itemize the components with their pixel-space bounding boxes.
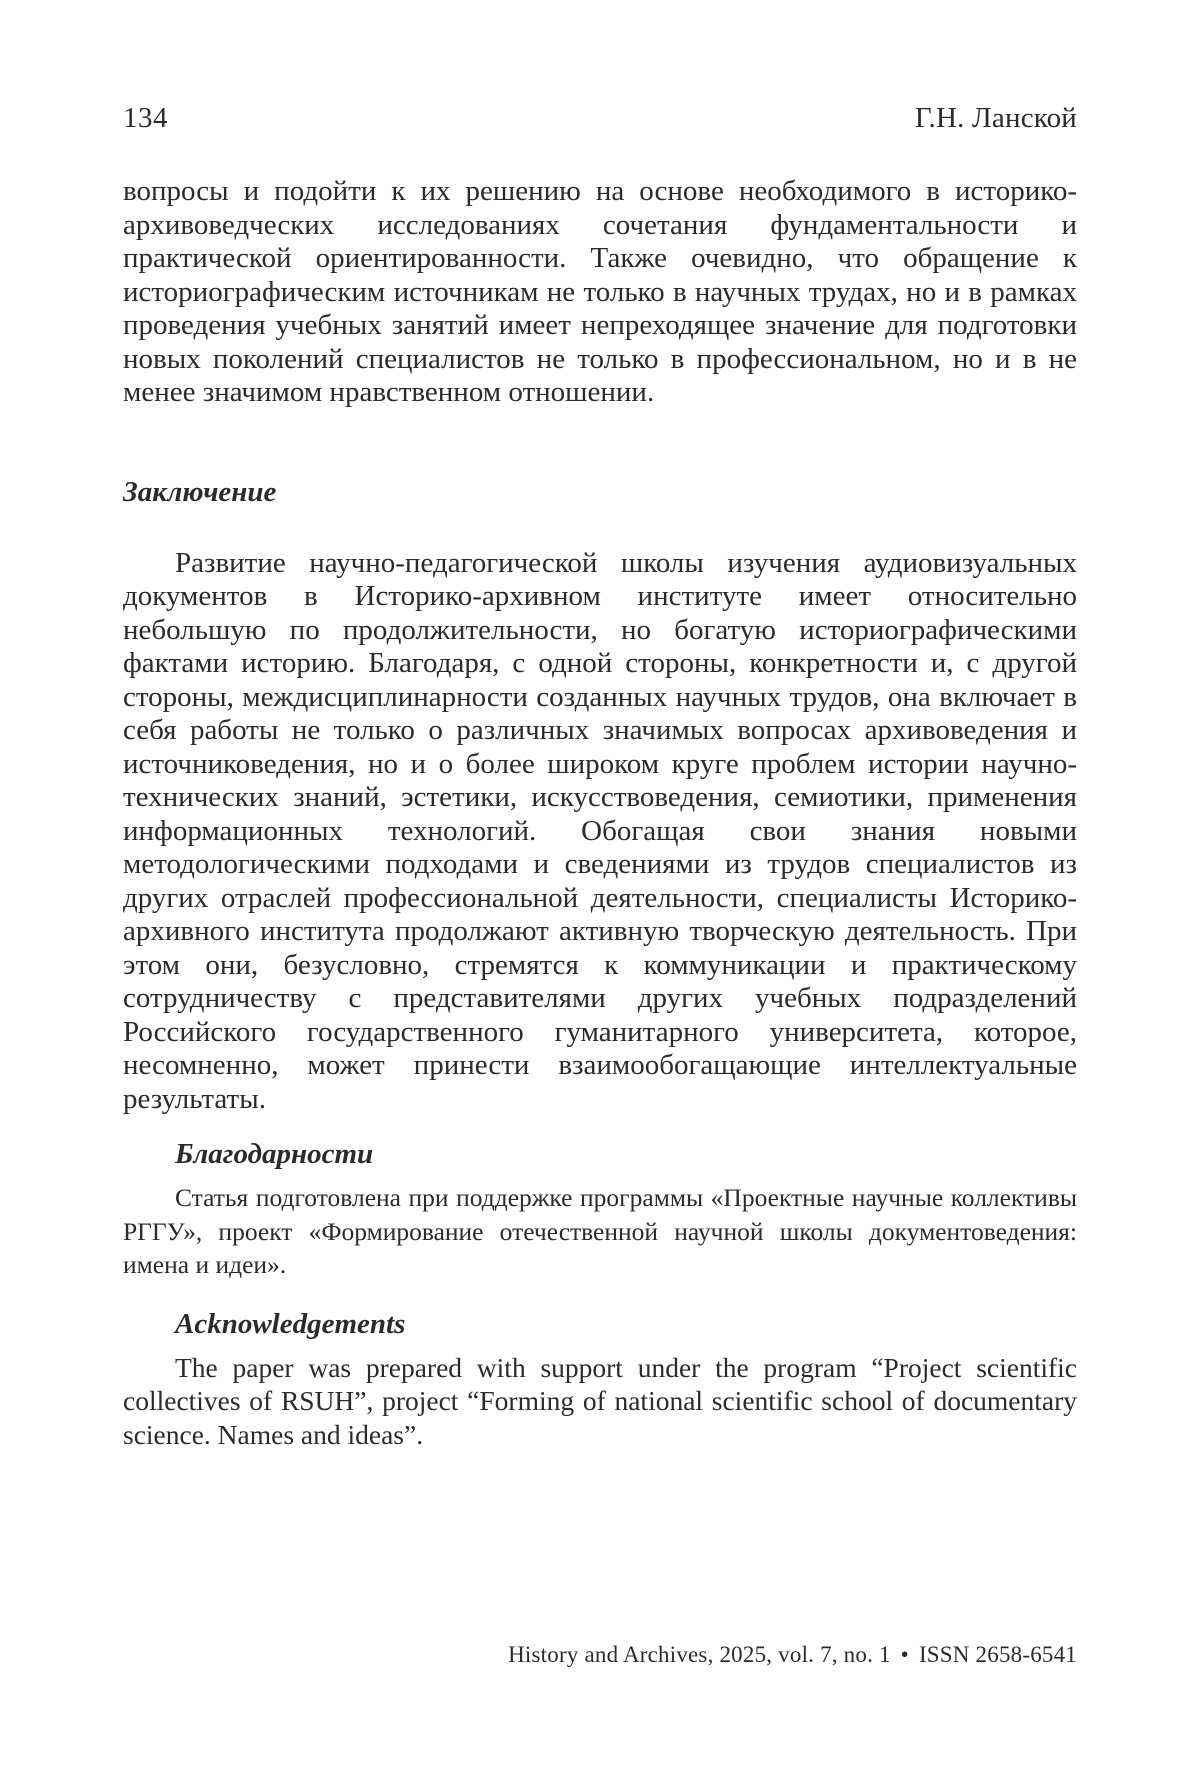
page-number: 134 — [123, 102, 168, 135]
footer-separator: • — [901, 1642, 909, 1667]
running-header — [123, 102, 1077, 142]
acknowledgements-en-heading: Acknowledgements — [175, 1308, 1077, 1341]
intro-paragraph: вопросы и подойти к их решению на основе необходимого в историко-архивоведческих исследованиях сочетания фундаментальности и практической ориентированности. Также очевидно, что обращение к историографическим источникам не только в научных трудах, но и в рамках проведения учебных занятий имеет непреходящее значение для подготовки новых поколений специалистов не только в профессиональном, но и в не менее значимом нравственном отношении. — [123, 175, 1077, 410]
journal-citation: History and Archives, 2025, vol. 7, no. 1 — [508, 1642, 891, 1667]
issn: ISSN 2658-6541 — [919, 1642, 1077, 1667]
conclusion-paragraph: Развитие научно-педагогической школы изучения аудиовизуальных документов в Историко-архивном институте имеет относительно небольшую по продолжительности, но богатую историографическими фактами историю. Благодаря, с одной стороны, конкретности и, с другой стороны, междисциплинарности созданных научных трудов, она включает в себя работы не только о различных значимых вопросах архивоведения и источниковедения, но и о более широком круге проблем истории научно-технических знаний, эстетики, искусствоведения, семиотики, применения информационных технологий. Обогащая свои знания новыми методологическими подходами и сведениями из трудов специалистов из других отраслей профессиональной деятельности, специалисты Историко-архивного института продолжают активную творческую деятельность. При этом они, безусловно, стремятся к коммуникации и практическому сотрудничеству с представителями других учебных подразделений Российского государственного гуманитарного университета, которое, несомненно, может принести взаимообогащающие интеллектуальные результаты. — [123, 547, 1077, 1117]
running-footer — [508, 1642, 1077, 1668]
acknowledgements-ru-text: Статья подготовлена при поддержке программы «Проектные научные коллективы РГГУ», проект «Формирование отечественной научной школы документоведения: имена и идеи». — [123, 1181, 1077, 1282]
page-content — [123, 175, 1077, 1451]
running-author: Г.Н. Ланской — [915, 102, 1077, 135]
acknowledgements-ru-heading: Благодарности — [175, 1138, 1077, 1171]
conclusion-heading: Заключение — [123, 476, 1077, 509]
acknowledgements-en-text: The paper was prepared with support under the program “Project scientific collectives of RSUH”, project “Forming of national scientific school of documentary science. Names and ideas”. — [123, 1351, 1077, 1452]
